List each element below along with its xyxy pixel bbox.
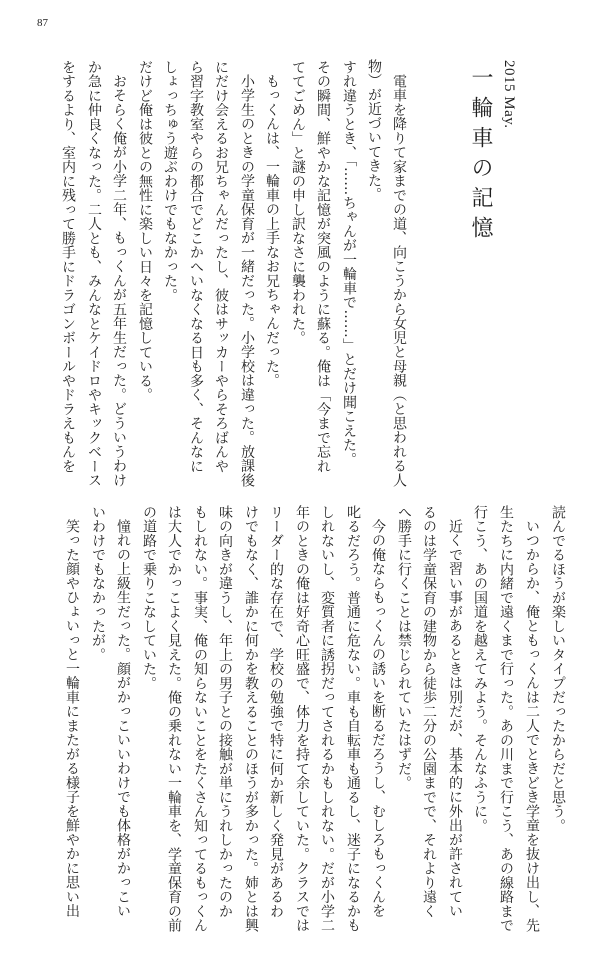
text-line: リーダー的な存在で、学校の勉強で特に何か新しく発見があるわ [268,505,284,919]
text-line: か急に仲良くなった。二人とも、みんなとケイドロやキックベース [86,60,102,488]
text-line: しれないし、変質者に誘拐だってされるかもしれない。だが小学二 [319,505,335,933]
chapter-title: 一輪車の記憶 [468,66,493,246]
text-line: 憧れの上級生だった。顔がかっこいいわけでも体格がかっこい [115,519,131,918]
text-line: 近くで習い事があるときは別だが、基本的に外出が許されてい [447,519,463,918]
text-line: は大人でかっこよく見えた。俺の乗れない一輪車を、学童保育の前 [166,505,182,933]
chapter-date: 2015 May. [501,60,517,129]
text-line: 味の向きが違うし、年上の男子との接触が単にうれしかったのか [217,505,233,919]
text-line: 読んでるほうが楽しいタイプだったからだと思う。 [550,505,566,833]
text-line: 小学生のときの学童保育が一緒だった。小学校は違った。放課後 [239,74,255,488]
text-line: しょっちゅう遊ぶわけでもなかった。 [162,60,178,303]
text-line: いつからか、俺ともっくんは二人でときどき学童を抜け出し、先 [524,519,540,933]
text-line: 笑った顔やひょいっと一輪車にまたがる様子を鮮やかに思い出 [64,519,80,918]
text-line: にだけ会えるお兄ちゃんだったし、彼はサッカーやらそろばんや [213,60,229,474]
text-line: の道路で乗りこなしていた。 [141,505,157,691]
text-line: 生たちに内緒で遠くまで行った。あの川まで行こう、あの線路まで [498,505,514,933]
text-line: 行こう、あの国道を越えてみよう。そんなふうに。 [472,505,488,833]
text-line: いわけでもなかったが。 [90,505,106,662]
text-line: けでもなく、誰かに何かを教えることのほうが多かった。姉とは興 [243,505,259,933]
text-line: へ勝手に行くことは禁じられていたはずだ。 [396,505,412,790]
text-line: だけど俺は彼との無性に楽しい日々を記憶している。 [137,60,153,402]
text-line: るのは学童保育の建物から徒歩二分の公園までで、それより遠く [421,505,437,919]
text-line: ら習字教室やらの都合でどこかへいなくなる日も多く、そんなに [188,60,204,474]
text-line: その瞬間、鮮やかな記憶が突風のように蘇る。俺は「今まで忘れ [315,60,331,474]
text-line: 今の俺ならもっくんの誘いを断るだろうし、むしろもっくんを [370,519,386,918]
page-number: 87 [37,17,48,29]
text-line: ててごめん」と謎の申し訳なさに襲われた。 [290,60,306,345]
text-line: 年のときの俺は好奇心旺盛で、体力を持て余していた。クラスでは [294,505,310,933]
text-line: もっくんは、一輪車の上手なお兄ちゃんだった。 [264,74,280,388]
text-line: 物）が近づいてきた。 [366,59,382,202]
text-line: 電車を降りて家までの道、向こうから女児と母親（と思われる人 [391,74,407,488]
text-line: 叱るだろう。普通に危ない。車も自転車も通るし、迷子になるかも [345,505,361,933]
text-line: をするより、室内に残って勝手にドラゴンボールやドラえもんを [60,60,76,474]
text-line: すれ違うとき、「……ちゃんが一輪車で……」とだけ聞こえた。 [341,60,357,467]
text-line: おそらく俺が小学二年、もっくんが五年生だった。どういうわけ [111,74,127,488]
text-line: もしれない。事実、俺の知らないことをたくさん知ってるもっくん [192,505,208,933]
